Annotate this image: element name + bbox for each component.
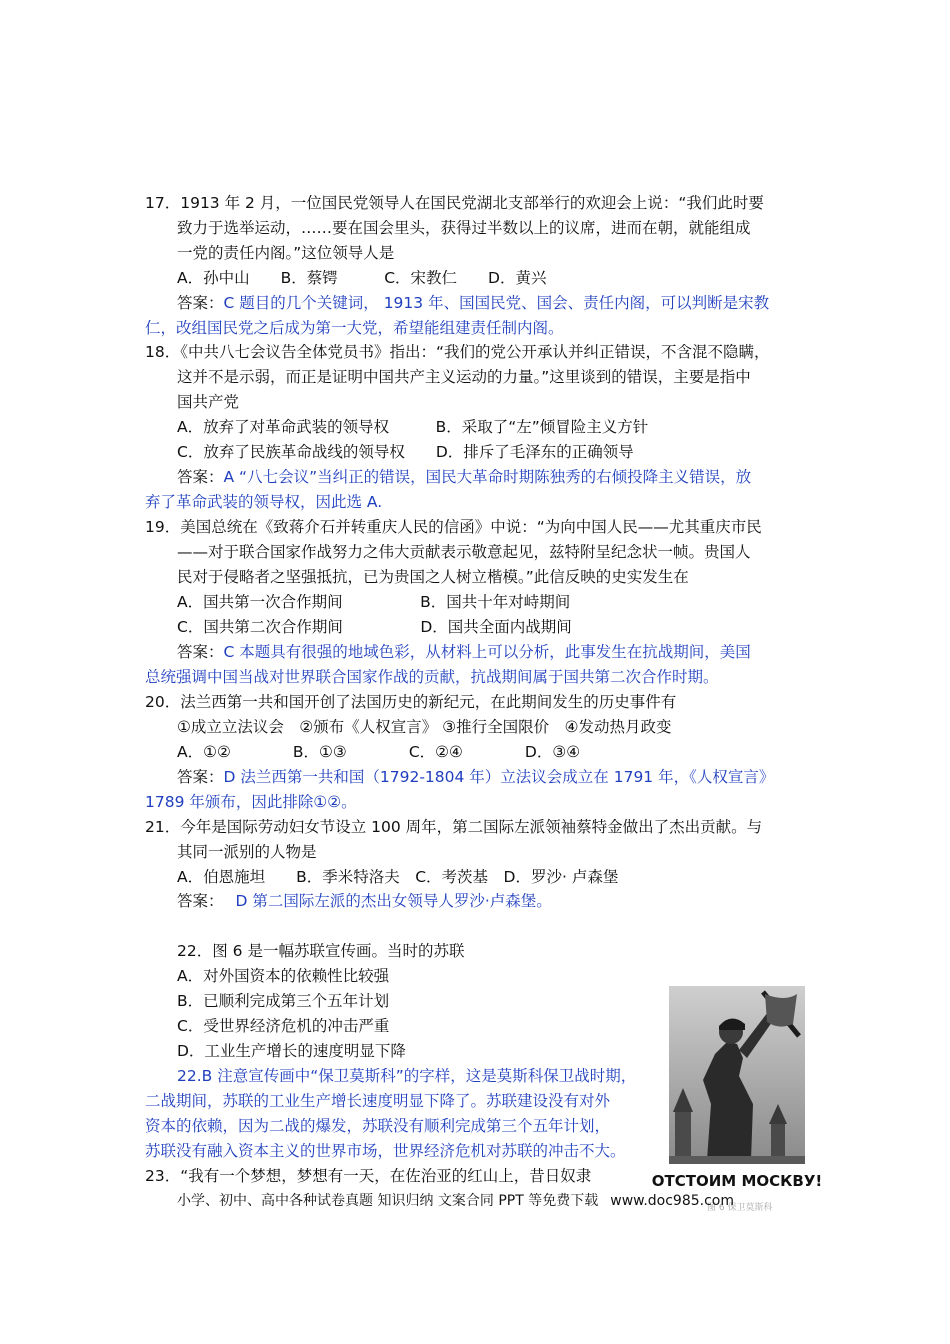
q17-options: A．孙中山 B．蔡锷 C．宋教仁 D．黄兴 <box>177 269 547 287</box>
poster-caption: 图 6 保卫莫斯科 <box>707 1203 773 1213</box>
q17-answer-line-1 <box>177 293 769 313</box>
q20-answer-line-2: 1789 年颁布，因此排除①②。 <box>145 793 357 811</box>
q17-answer-label: 答案： <box>177 294 224 312</box>
footer-url[interactable]: www.doc985.com <box>610 1193 734 1209</box>
q17-stem-line-1: 17．1913 年 2 月，一位国民党领导人在国民党湖北支部举行的欢迎会上说：“我们此时要 <box>145 194 764 212</box>
poster-slogan: ОТСТОИМ МОСКВУ! <box>651 1172 823 1190</box>
footer-text: 小学、初中、高中各种试卷真题 知识归纳 文案合同 PPT 等免费下载 <box>177 1193 599 1209</box>
q19-answer-text-1: C 本题具有很强的地域色彩，从材料上可以分析，此事发生在抗战期间，美国 <box>223 643 751 661</box>
q18-answer-line-2: 弃了革命武装的领导权，因此选 A. <box>145 493 383 511</box>
q22-option-b: B．已顺利完成第三个五年计划 <box>177 992 390 1010</box>
q21-options: A．伯恩施坦 B．季米特洛夫 C．考茨基 D．罗沙· 卢森堡 <box>177 868 619 886</box>
q22-option-c: C．受世界经济危机的冲击严重 <box>177 1017 390 1035</box>
q21-answer-line <box>177 891 552 911</box>
q21-answer-label: 答案： <box>177 892 224 910</box>
soviet-poster-image <box>651 984 823 1214</box>
q21-answer-text: D 第二国际左派的杰出女领导人罗沙·卢森堡。 <box>235 892 552 910</box>
q19-stem-line-1: 19．美国总统在《致蒋介石并转重庆人民的信函》中说：“为向中国人民——尤其重庆市民 <box>145 518 762 536</box>
q22-answer-line-4: 苏联没有融入资本主义的世界市场，世界经济危机对苏联的冲击不大。 <box>145 1142 626 1160</box>
q22-answer-line-2: 二战期间，苏联的工业生产增长速度明显下降了。苏联建设没有对外 <box>145 1092 611 1110</box>
q22-answer-line-3: 资本的依赖，因为二战的爆发，苏联没有顺利完成第三个五年计划， <box>145 1117 611 1135</box>
q19-answer-line-1 <box>177 642 751 662</box>
q17-stem-line-2: 致力于选举运动，……要在国会里头，获得过半数以上的议席，进而在朝，就能组成 <box>177 219 751 237</box>
q19-answer-line-2: 总统强调中国当战对世界联合国家作战的贡献，抗战期间属于国共第二次合作时期。 <box>145 668 719 686</box>
q22-answer-line-1: 22.B 注意宣传画中“保卫莫斯科”的字样，这是莫斯科保卫战时期， <box>177 1067 637 1085</box>
soviet-poster-illustration <box>651 984 823 1214</box>
q18-options-row-1: A．放弃了对革命武装的领导权 B．采取了“左”倾冒险主义方针 <box>177 418 649 436</box>
q18-stem-line-3: 国共产党 <box>177 393 240 411</box>
q17-answer-line-2: 仁，改组国民党之后成为第一大党，希望能组建责任制内阁。 <box>145 319 564 337</box>
q22-option-a: A．对外国资本的依赖性比较强 <box>177 967 390 985</box>
q22-option-d: D．工业生产增长的速度明显下降 <box>177 1042 406 1060</box>
q20-answer-label: 答案： <box>177 768 224 786</box>
q19-answer-label: 答案： <box>177 643 224 661</box>
q20-items: ①成立立法议会 ②颁布《人权宣言》 ③推行全国限价 ④发动热月政变 <box>177 718 672 736</box>
q18-stem-line-2: 这并不是示弱，而正是证明中国共产主义运动的力量。”这里谈到的错误，主要是指中 <box>177 368 751 386</box>
q22-stem: 22．图 6 是一幅苏联宣传画。当时的苏联 <box>177 942 465 960</box>
q21-stem-line-1: 21．今年是国际劳动妇女节设立 100 周年，第二国际左派领袖蔡特金做出了杰出贡献。与 <box>145 818 763 836</box>
q18-answer-text-1: A “八七会议”当纠正的错误，国民大革命时期陈独秀的右倾投降主义错误，放 <box>223 468 752 486</box>
footer <box>177 1191 734 1211</box>
q21-stem-line-2: 其同一派别的人物是 <box>177 843 317 861</box>
q17-stem-line-3: 一党的责任内阁。”这位领导人是 <box>177 244 395 262</box>
q17-answer-text-1: C 题目的几个关键词， 1913 年、国国民党、国会、责任内阁，可以判断是宋教 <box>223 294 770 312</box>
q18-stem-line-1: 18．《中共八七会议告全体党员书》指出：“我们的党公开承认并纠正错误，不含混不隐瞒， <box>145 343 770 361</box>
q20-stem-line-1: 20．法兰西第一共和国开创了法国历史的新纪元，在此期间发生的历史事件有 <box>145 693 677 711</box>
q20-answer-text-1: D 法兰西第一共和国（1792-1804 年）立法议会成立在 1791 年，《人权宣言》 <box>223 768 775 786</box>
q20-answer-line-1 <box>177 767 774 787</box>
q18-answer-label: 答案： <box>177 468 224 486</box>
q19-options-row-2: C．国共第二次合作期间 D．国共全面内战期间 <box>177 618 572 636</box>
q18-answer-line-1 <box>177 467 751 487</box>
q19-options-row-1: A．国共第一次合作期间 B．国共十年对峙期间 <box>177 593 571 611</box>
q18-options-row-2: C．放弃了民族革命战线的领导权 D．排斥了毛泽东的正确领导 <box>177 443 634 461</box>
q23-stem-line-1: 23．“我有一个梦想，梦想有一天，在佐治亚的红山上，昔日奴隶 <box>145 1167 592 1185</box>
q19-stem-line-2: ——对于联合国家作战努力之伟大贡献表示敬意起见，兹特附呈纪念状一帧。贵国人 <box>177 543 751 561</box>
q20-options: A．①② B．①③ C．②④ D．③④ <box>177 743 581 761</box>
q19-stem-line-3: 民对于侵略者之坚强抵抗，已为贵国之人树立楷模。”此信反映的史实发生在 <box>177 568 689 586</box>
